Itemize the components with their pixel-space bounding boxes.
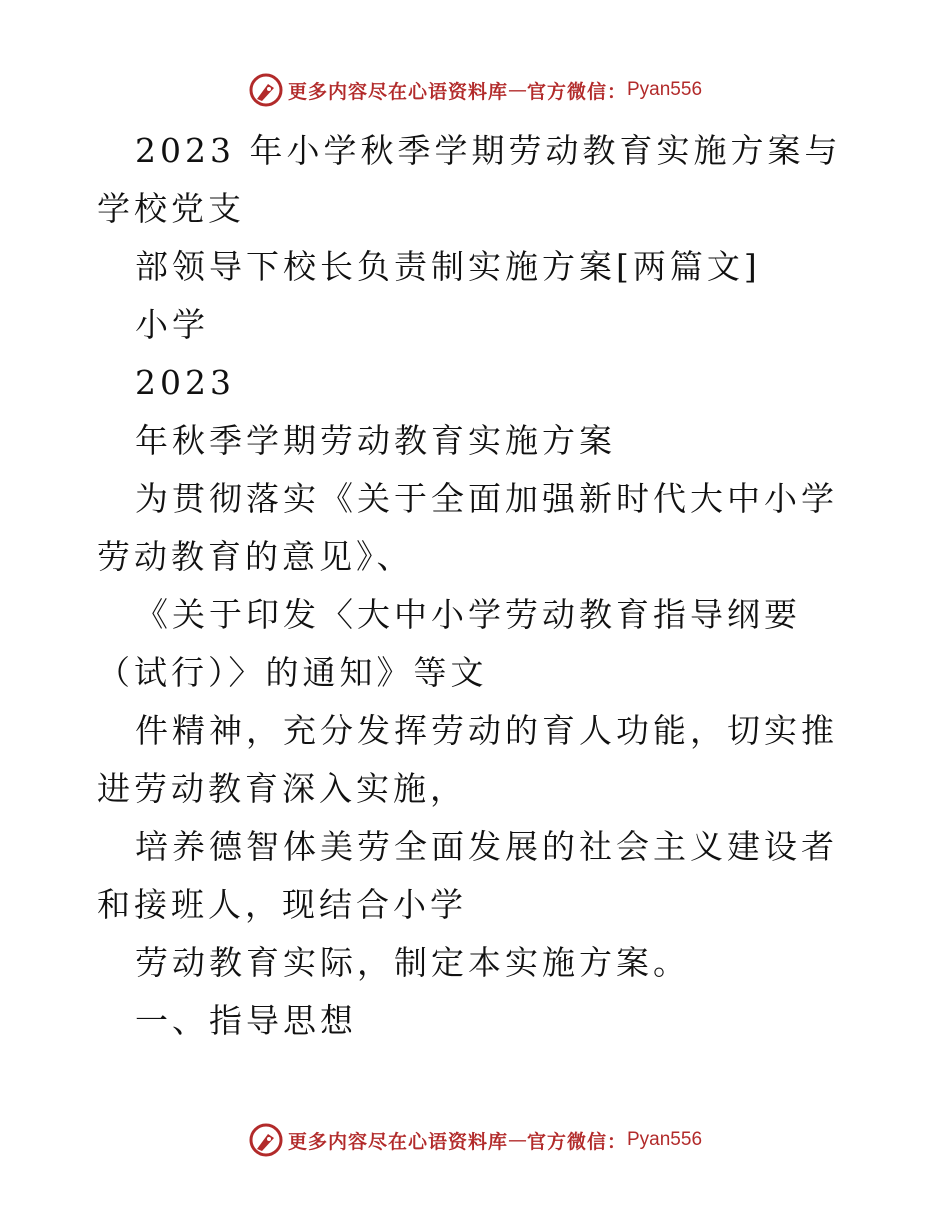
watermark-label: 官方微信： (526, 1130, 627, 1153)
section-title: 年秋季学期劳动教育实施方案 (135, 421, 616, 460)
title-line-2: 部领导下校长负责制实施方案[两篇文] (135, 247, 761, 286)
body-paragraph: 为贯彻落实《关于全面加强新时代大中小学劳动教育的意见》、 (97, 479, 838, 576)
body-paragraph: 培养德智体美劳全面发展的社会主义建设者和接班人，现结合小学 (97, 827, 838, 924)
pen-nib-logo-icon (248, 1122, 284, 1158)
watermark-id: Pyan556 (627, 1129, 703, 1150)
section-line-year: 2023 (135, 363, 235, 402)
body-paragraph: 件精神，充分发挥劳动的育人功能，切实推进劳动教育深入实施， (97, 711, 838, 808)
body-paragraph: 劳动教育实际，制定本实施方案。 (135, 943, 690, 982)
footer-watermark (0, 1120, 950, 1160)
section-line-school: 小学 (135, 305, 209, 344)
watermark-separator: — (507, 79, 527, 101)
watermark-text: 更多内容尽在心语资料库 (287, 1130, 508, 1153)
body-paragraph: 《关于印发〈大中小学劳动教育指导纲要（试行）〉的通知》等文 (97, 595, 801, 692)
section-heading-guiding-ideology: 一、指导思想 (135, 1001, 357, 1040)
watermark-separator: — (507, 1129, 527, 1151)
pen-nib-logo-icon (248, 72, 284, 108)
title-line-1: 2023 年小学秋季学期劳动教育实施方案与学校党支 (97, 131, 842, 228)
watermark-text: 更多内容尽在心语资料库 (287, 80, 508, 103)
watermark-label: 官方微信： (526, 80, 627, 103)
header-watermark (0, 70, 950, 110)
watermark-id: Pyan556 (627, 79, 703, 100)
document-body (97, 122, 857, 1050)
